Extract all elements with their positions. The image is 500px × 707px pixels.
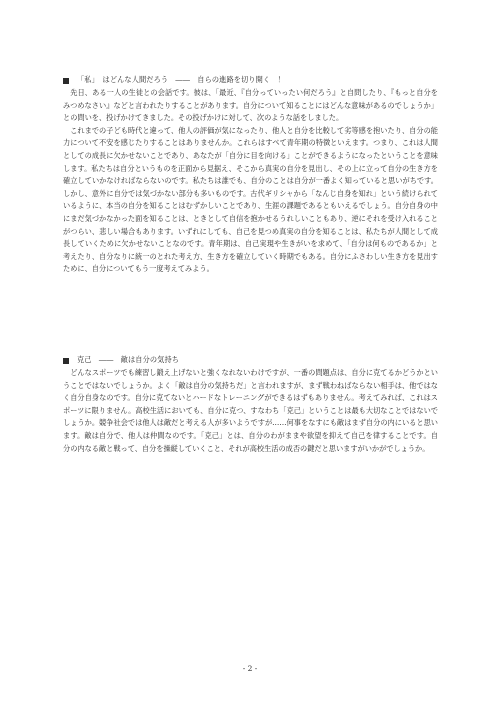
section-heading-text: 「私」 はどんな人間だろう ―― 自らの進路を切り開く ！ xyxy=(77,75,285,85)
section-heading xyxy=(63,354,438,367)
section-heading-text: 克己 ―― 敵は自分の気持ち xyxy=(77,355,180,365)
square-bullet-icon xyxy=(63,358,69,364)
square-bullet-icon xyxy=(63,78,69,84)
page-number: - 2 - xyxy=(242,664,258,673)
paragraph: 先日、ある一人の生徒との会話です。彼は、「最近、『自分っていったい何だろう』と自問したり、『もっと自分をみつめなさい』などと言われたりすることがあります。自分について知ることにはどんな意味があるのでしょうか」との問いを、投げかけてきました。その投げかけに対して、次のような話をしました。 xyxy=(63,88,438,123)
section-self-control xyxy=(63,354,438,455)
paragraph: これまでの子ども時代と違って、他人の評価が気になったり、他人と自分を比較して劣等感を抱いたり、自分の能力について不安を感じたりすることはありませんか。これらはすべて青年期の特徴といえます。つまり、これは人間としての成長に欠かせないことであり、あなたが「自分に目を向ける」ことができるようになったということを意味します。私たちは自分というものを正面から見据え、そこから真実の自分を見出し、その上に立って自分の生き方を確立していかなければならないのです。私たちは誰でも、自分のことは自分が一番よく知っていると思いがちです。しかし、意外に自分では気づかない部分も多いものです。古代ギリシャから「なんじ自身を知れ」という続けられているように、本当の自分を知ることはむずかしいことであり、生涯の課題であるともいえるでしょう。自分自身の中にまだ気づかなかった面を知ることは、ときとして自信を抱かせるうれしいこともあり、逆にそれを受け入れることがつらい、悲しい場合もあります。いずれにしても、自己を見つめ真実の自分を知ることは、私たちが人間として成長していくために欠かせないことなのです。青年期は、自己実現や生きがいを求めて、「自分は何ものであるか」と考えたり、自分なりに統一のとれた考え方、生き方を確立していく時期でもある。自分にふさわしい生き方を見出すために、自分についてもう一度考えてみよう。 xyxy=(63,125,438,274)
paragraph: どんなスポーツでも練習し鍛え上げないと強くなれないわけですが、一番の問題点は、自分に克てるかどうかということではないでしょうか。よく「敵は自分の気持ちだ」と言われますが、まず戦わねばならない相手は、他ではなく自分自身なのです。自分に克てないとハードなトレーニングができるはずもありません。考えてみれば、これはスポーツに限りません。高校生活においても、自分に克つ、すなわち「克己」ということは最も大切なことではないでしょうか。競争社会では他人は敵だと考える人が多いようですが……何事をなすにも敵はまず自分の内にいると思います。敵は自分で、他人は仲間なのです。「克己」とは、自分のわがままや欲望を抑えて自己を律することです。自分の内なる敵と戦って、自分を操縦していくこと、それが高校生活の成否の鍵だと思いますがいかがでしょうか。 xyxy=(63,368,438,453)
section-heading xyxy=(63,74,438,87)
section-self-reflection xyxy=(63,74,438,276)
